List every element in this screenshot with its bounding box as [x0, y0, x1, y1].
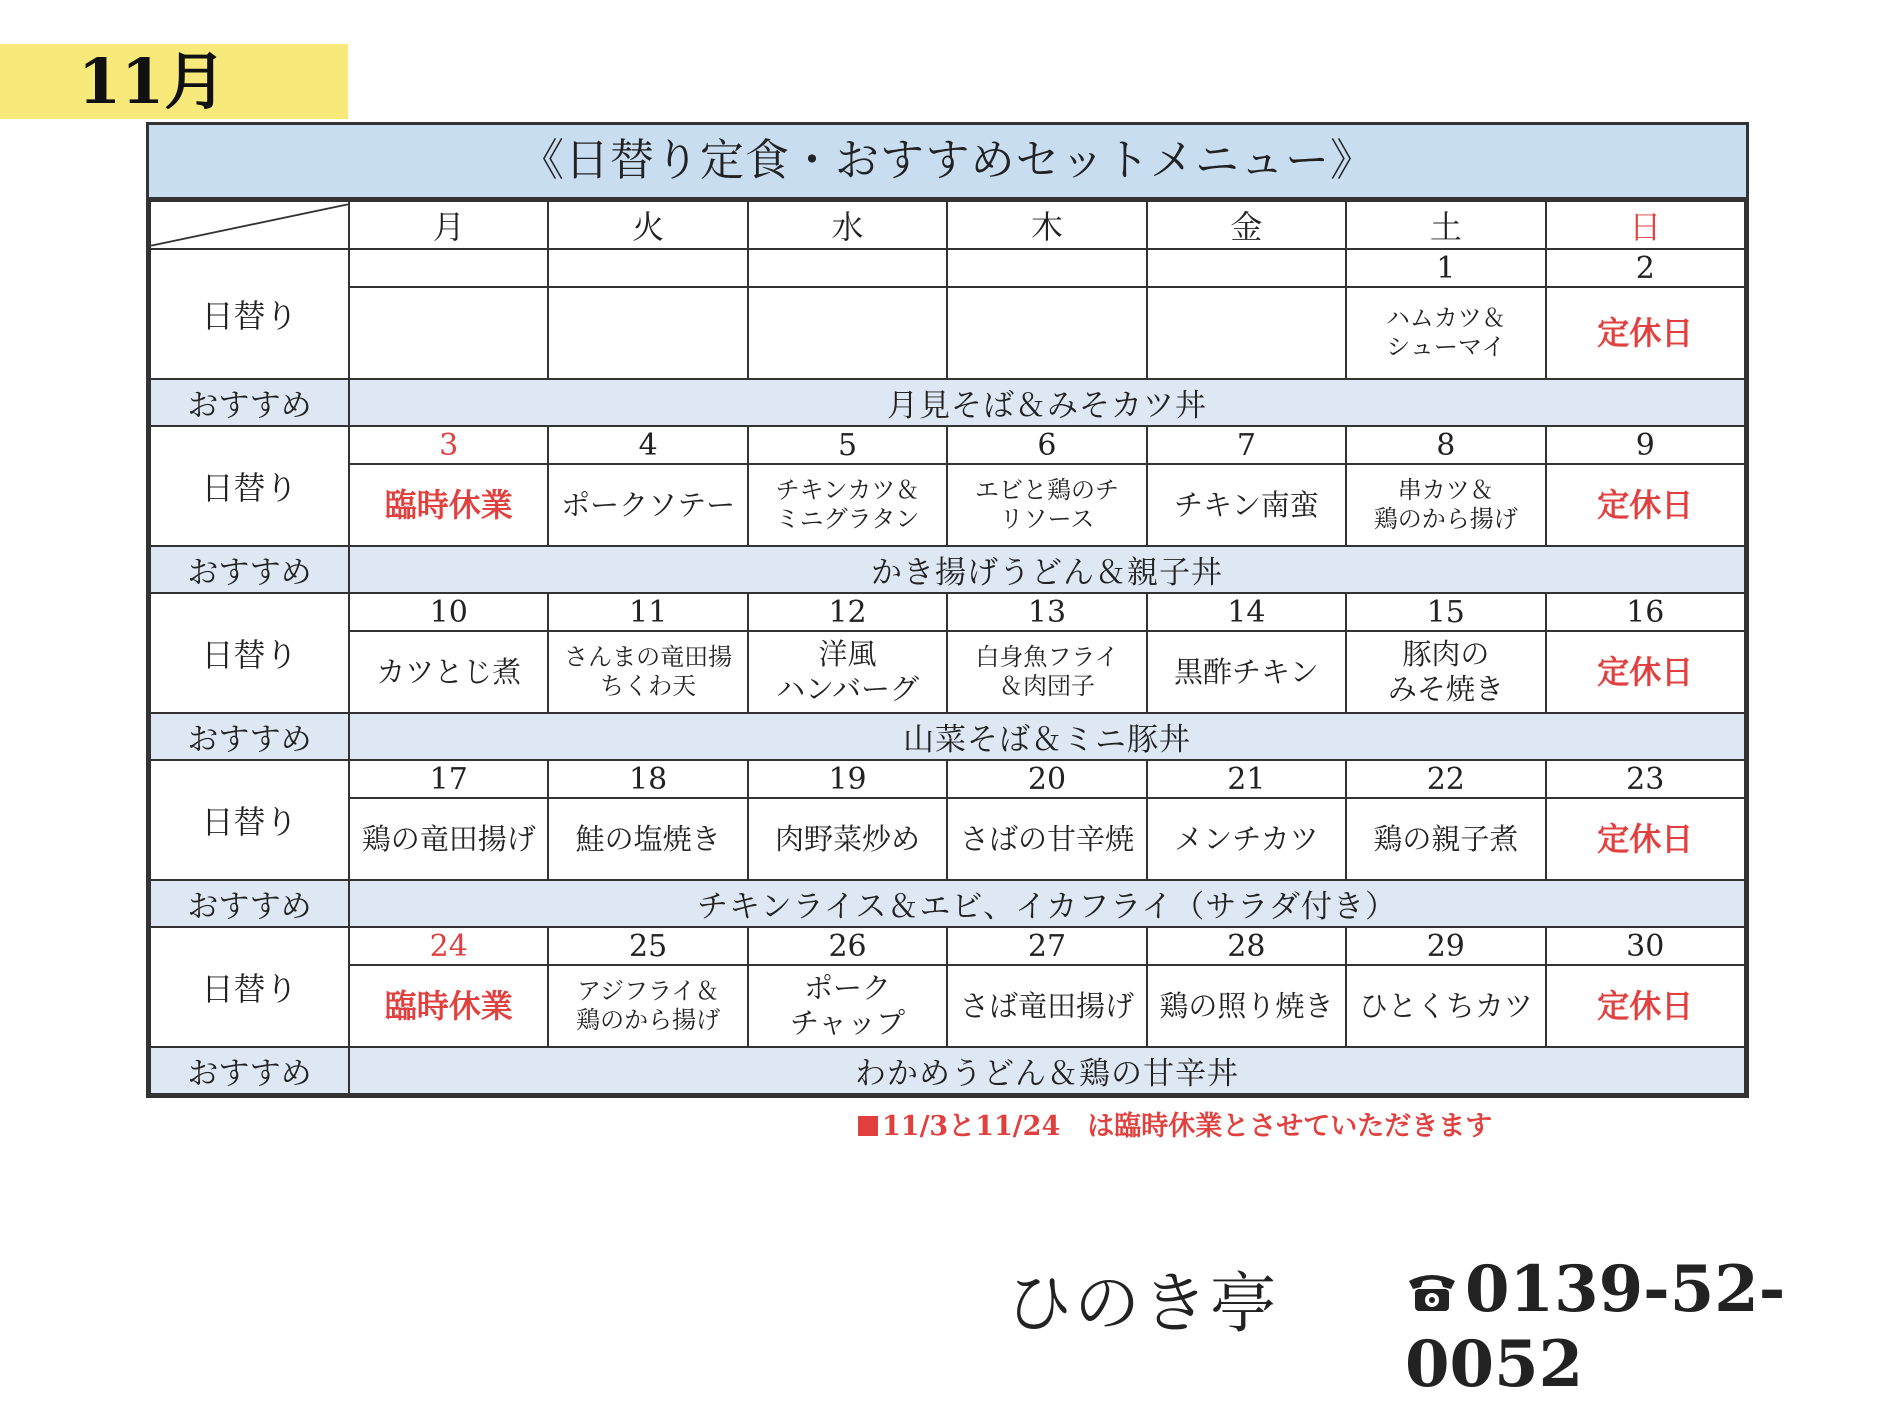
date-tue: [548, 249, 747, 287]
recommend-set-menu: 山菜そば＆ミニ豚丼: [349, 713, 1745, 760]
meal-tue: さんまの竜田揚 ちくわ天: [548, 631, 747, 713]
date-mon: [349, 249, 548, 287]
date-row: [150, 426, 1745, 464]
telephone-icon: [1405, 1256, 1459, 1304]
weekday-thu: 木: [947, 201, 1146, 249]
recommend-row: [150, 379, 1745, 426]
meal-sun: 定休日: [1546, 287, 1745, 379]
closure-note-text: 11/3と11/24 は臨時休業とさせていただきます: [882, 1111, 1493, 1142]
meal-sun: 定休日: [1546, 464, 1745, 546]
meal-thu: さば竜田揚げ: [947, 965, 1146, 1047]
date-row: [150, 927, 1745, 965]
date-thu: 27: [947, 927, 1146, 965]
meal-sat: ひとくちカツ: [1346, 965, 1545, 1047]
date-sat: 29: [1346, 927, 1545, 965]
date-tue: 18: [548, 760, 747, 798]
meal-mon: 臨時休業: [349, 464, 548, 546]
weekday-fri: 金: [1147, 201, 1346, 249]
meal-mon: 臨時休業: [349, 965, 548, 1047]
meal-fri: チキン南蛮: [1147, 464, 1346, 546]
date-wed: 12: [748, 593, 947, 631]
date-fri: 7: [1147, 426, 1346, 464]
weekday-sun: 日: [1546, 201, 1745, 249]
meal-sat: 鶏の親子煮: [1346, 798, 1545, 880]
date-mon: 10: [349, 593, 548, 631]
date-fri: 21: [1147, 760, 1346, 798]
meal-thu: [947, 287, 1146, 379]
weekday-sat: 土: [1346, 201, 1545, 249]
recommend-set-menu: チキンライス＆エビ、イカフライ（サラダ付き）: [349, 880, 1745, 927]
meal-sun: 定休日: [1546, 965, 1745, 1047]
month-label: 11月: [0, 44, 348, 119]
meal-row: [150, 798, 1745, 880]
meal-thu: さばの甘辛焼: [947, 798, 1146, 880]
menu-calendar: [146, 122, 1749, 1098]
date-thu: [947, 249, 1146, 287]
meal-mon: [349, 287, 548, 379]
recommend-row-label: おすすめ: [150, 713, 349, 760]
date-sun: 30: [1546, 927, 1745, 965]
meal-mon: 鶏の竜田揚げ: [349, 798, 548, 880]
closure-note: [858, 1104, 1492, 1143]
recommend-set-menu: わかめうどん＆鶏の甘辛丼: [349, 1047, 1745, 1094]
date-row: [150, 249, 1745, 287]
date-mon: 24: [349, 927, 548, 965]
meal-row: [150, 464, 1745, 546]
meal-mon: カツとじ煮: [349, 631, 548, 713]
meal-wed: [748, 287, 947, 379]
corner-cell: [150, 201, 349, 249]
meal-wed: チキンカツ＆ ミニグラタン: [748, 464, 947, 546]
date-sun: 23: [1546, 760, 1745, 798]
date-fri: 14: [1147, 593, 1346, 631]
meal-fri: メンチカツ: [1147, 798, 1346, 880]
daily-row-label: 日替り: [150, 593, 349, 713]
daily-row-label: 日替り: [150, 249, 349, 379]
meal-wed: 肉野菜炒め: [748, 798, 947, 880]
meal-thu: エビと鶏のチ リソース: [947, 464, 1146, 546]
meal-sat: 串カツ＆ 鶏のから揚げ: [1346, 464, 1545, 546]
recommend-row-label: おすすめ: [150, 379, 349, 426]
meal-sat: 豚肉の みそ焼き: [1346, 631, 1545, 713]
recommend-row: [150, 546, 1745, 593]
meal-sat: ハムカツ＆ シューマイ: [1346, 287, 1545, 379]
daily-row-label: 日替り: [150, 927, 349, 1047]
date-sat: 8: [1346, 426, 1545, 464]
meal-fri: [1147, 287, 1346, 379]
weekday-wed: 水: [748, 201, 947, 249]
date-tue: 25: [548, 927, 747, 965]
meal-tue: 鮭の塩焼き: [548, 798, 747, 880]
daily-row-label: 日替り: [150, 760, 349, 880]
recommend-row: [150, 713, 1745, 760]
weekday-tue: 火: [548, 201, 747, 249]
calendar-table: [149, 200, 1746, 1095]
meal-row: [150, 965, 1745, 1047]
meal-fri: 鶏の照り焼き: [1147, 965, 1346, 1047]
date-tue: 11: [548, 593, 747, 631]
date-sun: 2: [1546, 249, 1745, 287]
date-wed: 26: [748, 927, 947, 965]
meal-tue: [548, 287, 747, 379]
date-sat: 22: [1346, 760, 1545, 798]
date-mon: 17: [349, 760, 548, 798]
recommend-row-label: おすすめ: [150, 1047, 349, 1094]
date-tue: 4: [548, 426, 747, 464]
date-fri: 28: [1147, 927, 1346, 965]
phone-number: [1405, 1252, 1889, 1402]
weekday-header-row: [150, 201, 1745, 249]
recommend-set-menu: 月見そば＆みそカツ丼: [349, 379, 1745, 426]
meal-sun: 定休日: [1546, 631, 1745, 713]
date-row: [150, 760, 1745, 798]
recommend-row: [150, 880, 1745, 927]
recommend-row: [150, 1047, 1745, 1094]
recommend-row-label: おすすめ: [150, 880, 349, 927]
meal-row: [150, 287, 1745, 379]
meal-sun: 定休日: [1546, 798, 1745, 880]
calendar-title: 《日替り定食・おすすめセットメニュー》: [149, 125, 1746, 200]
weekday-mon: 月: [349, 201, 548, 249]
date-thu: 20: [947, 760, 1146, 798]
meal-row: [150, 631, 1745, 713]
meal-wed: 洋風 ハンバーグ: [748, 631, 947, 713]
date-sun: 16: [1546, 593, 1745, 631]
daily-row-label: 日替り: [150, 426, 349, 546]
date-wed: 5: [748, 426, 947, 464]
date-sat: 15: [1346, 593, 1545, 631]
date-row: [150, 593, 1745, 631]
date-fri: [1147, 249, 1346, 287]
date-thu: 6: [947, 426, 1146, 464]
date-sat: 1: [1346, 249, 1545, 287]
date-thu: 13: [947, 593, 1146, 631]
meal-fri: 黒酢チキン: [1147, 631, 1346, 713]
date-wed: [748, 249, 947, 287]
date-wed: 19: [748, 760, 947, 798]
shop-name: ひのき亭: [1006, 1265, 1278, 1342]
meal-tue: ポークソテー: [548, 464, 747, 546]
recommend-row-label: おすすめ: [150, 546, 349, 593]
date-mon: 3: [349, 426, 548, 464]
phone-number-text: 0139-52-0052: [1405, 1252, 1786, 1402]
square-bullet-icon: [858, 1116, 878, 1136]
meal-wed: ポーク チャップ: [748, 965, 947, 1047]
date-sun: 9: [1546, 426, 1745, 464]
recommend-set-menu: かき揚げうどん＆親子丼: [349, 546, 1745, 593]
meal-thu: 白身魚フライ ＆肉団子: [947, 631, 1146, 713]
meal-tue: アジフライ＆ 鶏のから揚げ: [548, 965, 747, 1047]
